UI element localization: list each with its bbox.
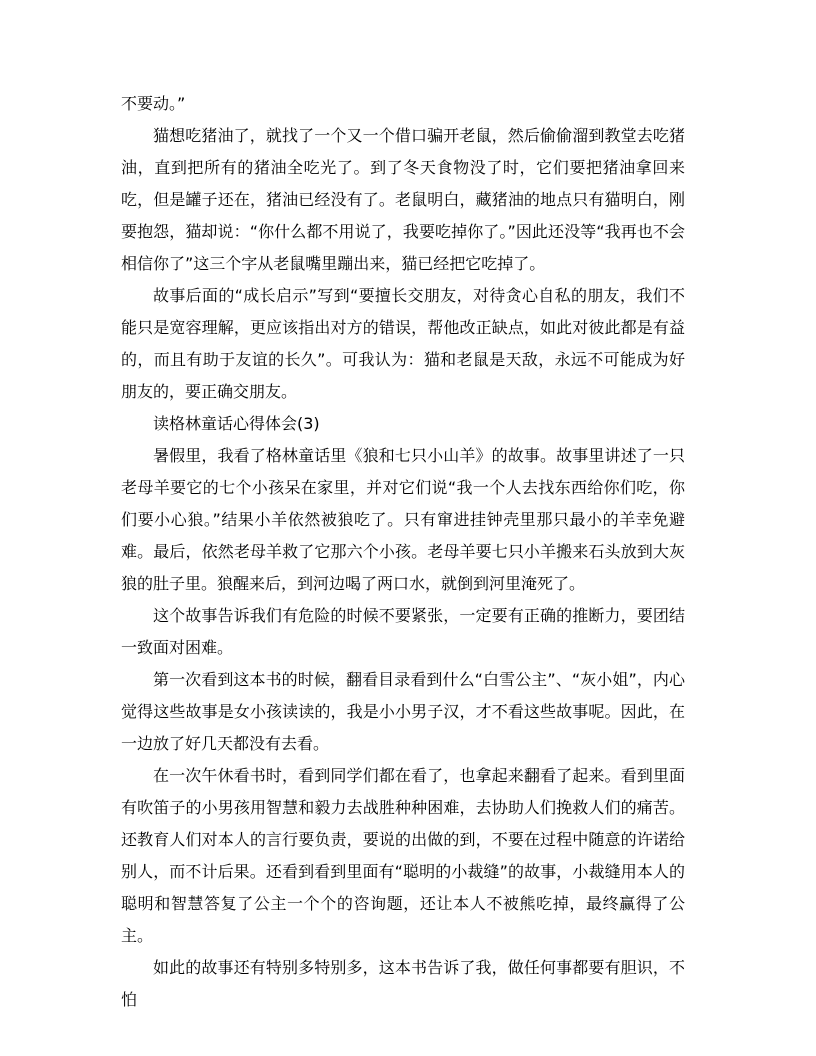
paragraph-7: 第一次看到这本书的时候，翻看目录看到什么“白雪公主”、“灰小姐”，内心觉得这些故事是女小孩读读的，我是小小男子汉，才不看这些故事呢。因此，在一边放了好几天都没有去看。: [121, 670, 685, 753]
paragraph-6: 这个故事告诉我们有危险的时候不要紧张，一定要有正确的推断力，要团结一致面对困难。: [121, 606, 685, 657]
paragraph-8: 在一次午休看书时，看到同学们都在看了，也拿起来翻看了起来。看到里面有吹笛子的小男孩用智慧和毅力去战胜种种困难，去协助人们挽救人们的痛苦。还教育人们对本人的言行要负责，要说的出做的到，不要在过程中随意的许诺给别人，而不计后果。还看到看到里面有“聪明的小裁缝”的故事，小裁缝用本人的聪明和智慧答复了公主一个个的咨询题，还让本人不被熊吃掉，最终赢得了公主。: [121, 766, 685, 945]
paragraph-1: 不要动。”: [121, 94, 186, 113]
paragraph-2: 猫想吃猪油了，就找了一个又一个借口骗开老鼠，然后偷偷溜到教堂去吃猪油，直到把所有的猪油全吃光了。到了冬天食物没了时，它们要把猪油拿回来吃，但是罐子还在，猪油已经没有了。老鼠明白，藏猪油的地点只有猫明白，刚要抱怨，猫却说：“你什么都不用说了，我要吃掉你了。”因此还没等“我再也不会相信你了”这三个字从老鼠嘴里蹦出来，猫已经把它吃掉了。: [121, 126, 685, 273]
paragraph-9: 如此的故事还有特别多特别多，这本书告诉了我，做任何事都要有胆识，不怕: [121, 958, 685, 1009]
document-body: [121, 88, 685, 1016]
paragraph-5: 暑假里，我看了格林童话里《狼和七只小山羊》的故事。故事里讲述了一只老母羊要它的七个小孩呆在家里，并对它们说“我一个人去找东西给你们吃，你们要小心狼。”结果小羊依然被狼吃了。只有窜进挂钟壳里那只最小的羊幸免避难。最后，依然老母羊救了它那六个小孩。老母羊要七只小羊搬来石头放到大灰狼的肚子里。狼醒来后，到河边喝了两口水，就倒到河里淹死了。: [121, 446, 685, 593]
section-heading: 读格林童话心得体会(3): [153, 414, 320, 433]
paragraph-3: 故事后面的“成长启示”写到“要擅长交朋友，对待贪心自私的朋友，我们不能只是宽容理解，更应该指出对方的错误，帮他改正缺点，如此对彼此都是有益的，而且有助于友谊的长久”。可我认为：猫和老鼠是天敌，永远不可能成为好朋友的，要正确交朋友。: [121, 286, 685, 401]
